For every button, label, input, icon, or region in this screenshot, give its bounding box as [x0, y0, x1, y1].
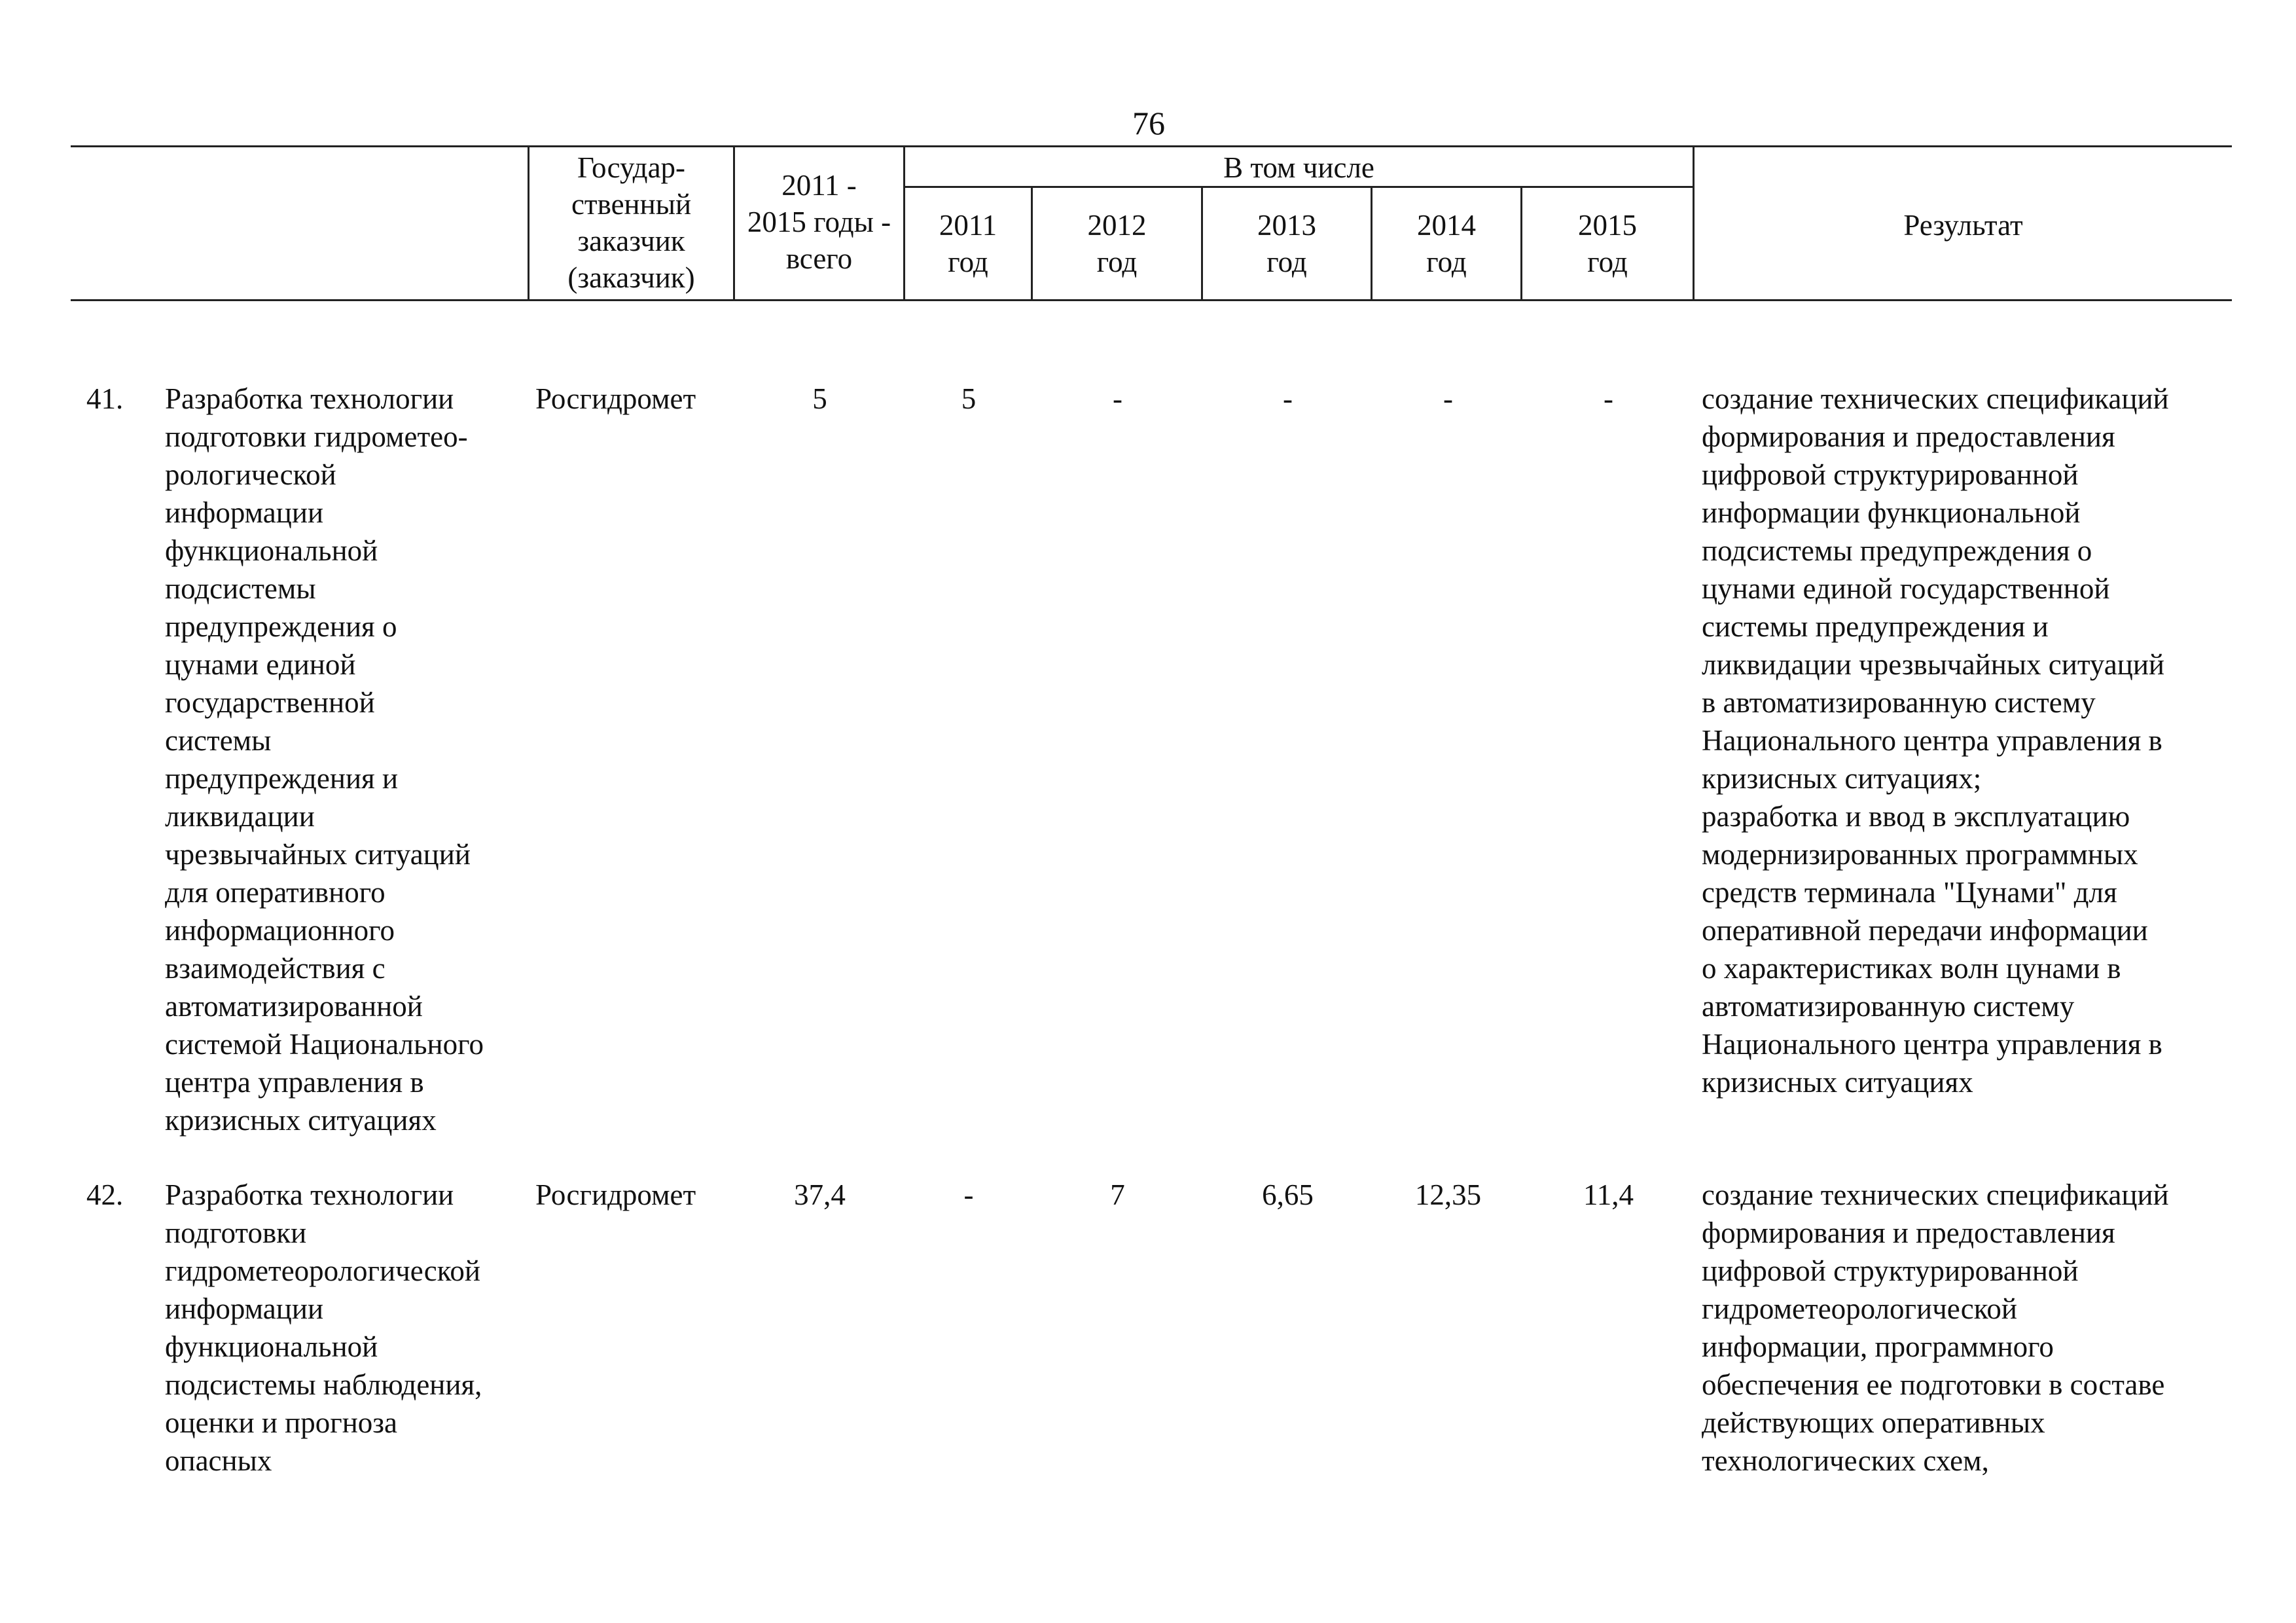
- header-year-2014: 2014 год: [1417, 209, 1476, 278]
- total-2011-2015: 37,4: [794, 1178, 846, 1211]
- header-year-2012: 2012 год: [1087, 209, 1147, 278]
- header-total: 2011 - 2015 годы - всего: [747, 169, 891, 275]
- total-2011-2015: 5: [812, 382, 827, 415]
- header-including: В том числе: [1223, 151, 1374, 184]
- header-result: Результат: [1903, 209, 2023, 242]
- header-year-2015: 2015 год: [1578, 209, 1637, 278]
- value-2012: 7: [1110, 1178, 1125, 1211]
- value-2011: 5: [961, 382, 977, 415]
- activity-name: Разработка технологии подготовки гидрометео- рологической информации функциональной подсистемы предупреждения о цунами единой государственной системы предупреждения и ликвидации чрезвычайных ситуаций для оперативного информационного взаимодействия с автоматизированной системой Национального центра управления в кризисных ситуациях: [165, 382, 484, 1137]
- result-text: создание технических спецификаций формирования и предоставления цифровой структурированной гидрометеорологической информации, программного обеспечения ее подготовки в составе действующих оперативных технологических схем,: [1702, 1178, 2169, 1477]
- header-top-rule: [71, 145, 2232, 147]
- value-2014: -: [1443, 382, 1453, 415]
- value-2014: 12,35: [1414, 1178, 1482, 1211]
- state-customer: Росгидромет: [535, 1178, 696, 1211]
- value-2013: -: [1283, 382, 1293, 415]
- activity-name: Разработка технологии подготовки гидрометеорологической информации функциональной подсистемы наблюдения, оценки и прогноза опасных: [165, 1178, 482, 1477]
- header-year-2013: 2013 год: [1257, 209, 1316, 278]
- value-2015: 11,4: [1583, 1178, 1634, 1211]
- value-2015: -: [1604, 382, 1613, 415]
- value-2013: 6,65: [1262, 1178, 1314, 1211]
- header-year-2011: 2011 год: [939, 209, 997, 278]
- header-bottom-rule: [71, 299, 2232, 301]
- row-number: 42.: [86, 1178, 124, 1211]
- value-2011: -: [963, 1178, 974, 1211]
- state-customer: Росгидромет: [535, 382, 696, 415]
- header-customer: Государ- ственный заказчик (заказчик): [567, 151, 695, 294]
- value-2012: -: [1113, 382, 1122, 415]
- page-number: 76: [1132, 105, 1165, 141]
- row-number: 41.: [86, 382, 124, 415]
- header-subgroup-rule: [903, 186, 1694, 188]
- result-text: создание технических спецификаций формирования и предоставления цифровой структурированной информации функциональной подсистемы предупреждения о цунами единой государственной системы предупреждения и ликвидации чрезвычайных ситуаций в автоматизированную систему Национального центра управления в кризисных ситуациях; разработка и ввод в эксплуатацию модернизированных программных средств терминала "Цунами" для оперативной передачи информации о характеристиках волн цунами в автоматизированную систему Национального центра управления в кризисных ситуациях: [1702, 382, 2169, 1099]
